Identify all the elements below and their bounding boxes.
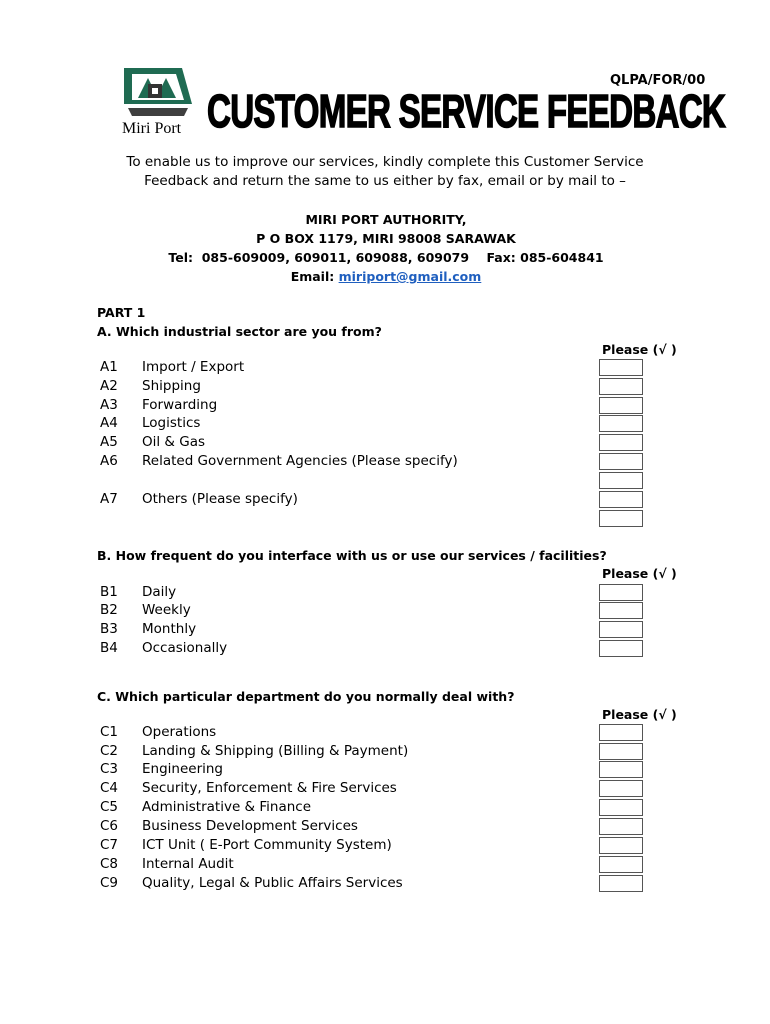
item-code: C8 [100, 856, 119, 872]
checkbox[interactable] [599, 602, 643, 619]
checkbox[interactable] [599, 359, 643, 376]
list-item [0, 621, 770, 640]
item-label: Others (Please specify) [142, 491, 298, 507]
item-code: B4 [100, 640, 118, 656]
item-code: B3 [100, 621, 118, 637]
checkbox[interactable] [599, 875, 643, 892]
item-label: Operations [142, 724, 217, 740]
page-title: CUSTOMER SERVICE FEEDBACK [207, 85, 726, 137]
item-code: A5 [100, 434, 118, 450]
list-item [0, 434, 770, 453]
list-item [0, 780, 770, 799]
email-label: Email: [290, 269, 339, 284]
item-label: Related Government Agencies (Please specify) [142, 453, 458, 469]
item-label: Internal Audit [142, 856, 234, 872]
list-item [0, 799, 770, 818]
checkbox[interactable] [599, 378, 643, 395]
section-c-please: Please (√ ) [602, 707, 677, 722]
postal-address: P O BOX 1179, MIRI 98008 SARAWAK [256, 231, 516, 246]
item-label: Logistics [142, 415, 201, 431]
checkbox[interactable] [599, 397, 643, 414]
item-code: B1 [100, 584, 118, 600]
checkbox[interactable] [599, 453, 643, 470]
item-code: C7 [100, 837, 119, 853]
item-label: Engineering [142, 761, 223, 777]
item-code: B2 [100, 602, 118, 618]
item-label: Administrative & Finance [142, 799, 312, 815]
intro-line-1: To enable us to improve our services, kindly complete this Customer Service [126, 154, 644, 170]
logo-text: Miri Port [122, 120, 182, 137]
item-code: A3 [100, 397, 118, 413]
list-item [0, 397, 770, 416]
checkbox[interactable] [599, 584, 643, 601]
list-item [0, 491, 770, 510]
section-b-please: Please (√ ) [602, 566, 677, 581]
list-item [0, 378, 770, 397]
checkbox[interactable] [599, 780, 643, 797]
item-label: Security, Enforcement & Fire Services [142, 780, 397, 796]
list-item [0, 415, 770, 434]
checkbox[interactable] [599, 434, 643, 451]
document-code: QLPA/FOR/00 [610, 73, 706, 88]
item-code: C3 [100, 761, 119, 777]
list-item [0, 584, 770, 603]
section-a-please: Please (√ ) [602, 342, 677, 357]
checkbox[interactable] [599, 724, 643, 741]
part-heading: PART 1 [97, 305, 146, 320]
list-item [0, 602, 770, 621]
item-code: C5 [100, 799, 119, 815]
intro-line-2: Feedback and return the same to us either by fax, email or by mail to – [144, 173, 626, 189]
item-code: C6 [100, 818, 119, 834]
item-code: C4 [100, 780, 119, 796]
list-item [0, 856, 770, 875]
item-code: A2 [100, 378, 118, 394]
item-label: Landing & Shipping (Billing & Payment) [142, 743, 409, 759]
item-label: Quality, Legal & Public Affairs Services [142, 875, 403, 891]
checkbox[interactable] [599, 640, 643, 657]
item-label: Weekly [142, 602, 191, 618]
checkbox[interactable] [599, 761, 643, 778]
list-item [0, 724, 770, 743]
item-label: ICT Unit ( E-Port Community System) [142, 837, 392, 853]
item-code: A1 [100, 359, 118, 375]
item-code: A7 [100, 491, 118, 507]
authority-name: MIRI PORT AUTHORITY, [305, 212, 467, 227]
checkbox[interactable] [599, 818, 643, 835]
checkbox[interactable] [599, 837, 643, 854]
item-code: A6 [100, 453, 118, 469]
item-label: Shipping [142, 378, 201, 394]
list-item [0, 818, 770, 837]
email-link[interactable]: miriport@gmail.com [338, 269, 482, 284]
section-c-question: C. Which particular department do you normally deal with? [97, 689, 515, 704]
list-item [0, 875, 770, 894]
checkbox[interactable] [599, 510, 643, 527]
list-item [0, 743, 770, 762]
item-code: C9 [100, 875, 119, 891]
item-code: C1 [100, 724, 119, 740]
contact-numbers: Tel: 085-609009, 609011, 609088, 609079 Fax: 085-604841 [168, 250, 604, 265]
checkbox[interactable] [599, 856, 643, 873]
checkbox[interactable] [599, 472, 643, 489]
item-label: Monthly [142, 621, 197, 637]
checkbox[interactable] [599, 743, 643, 760]
checkbox[interactable] [599, 799, 643, 816]
list-item [0, 761, 770, 780]
item-label: Occasionally [142, 640, 228, 656]
item-code: C2 [100, 743, 119, 759]
section-a-question: A. Which industrial sector are you from? [97, 324, 382, 339]
item-label: Oil & Gas [142, 434, 206, 450]
checkbox[interactable] [599, 621, 643, 638]
item-label: Forwarding [142, 397, 218, 413]
item-label: Import / Export [142, 359, 245, 375]
list-item [0, 453, 770, 472]
item-code: A4 [100, 415, 118, 431]
checkbox[interactable] [599, 491, 643, 508]
list-item [0, 837, 770, 856]
list-item [0, 640, 770, 659]
checkbox[interactable] [599, 415, 643, 432]
item-label: Daily [142, 584, 177, 600]
item-label: Business Development Services [142, 818, 358, 834]
email-line [100, 267, 672, 286]
list-item [0, 359, 770, 378]
section-b-question: B. How frequent do you interface with us or use our services / facilities? [97, 548, 607, 563]
